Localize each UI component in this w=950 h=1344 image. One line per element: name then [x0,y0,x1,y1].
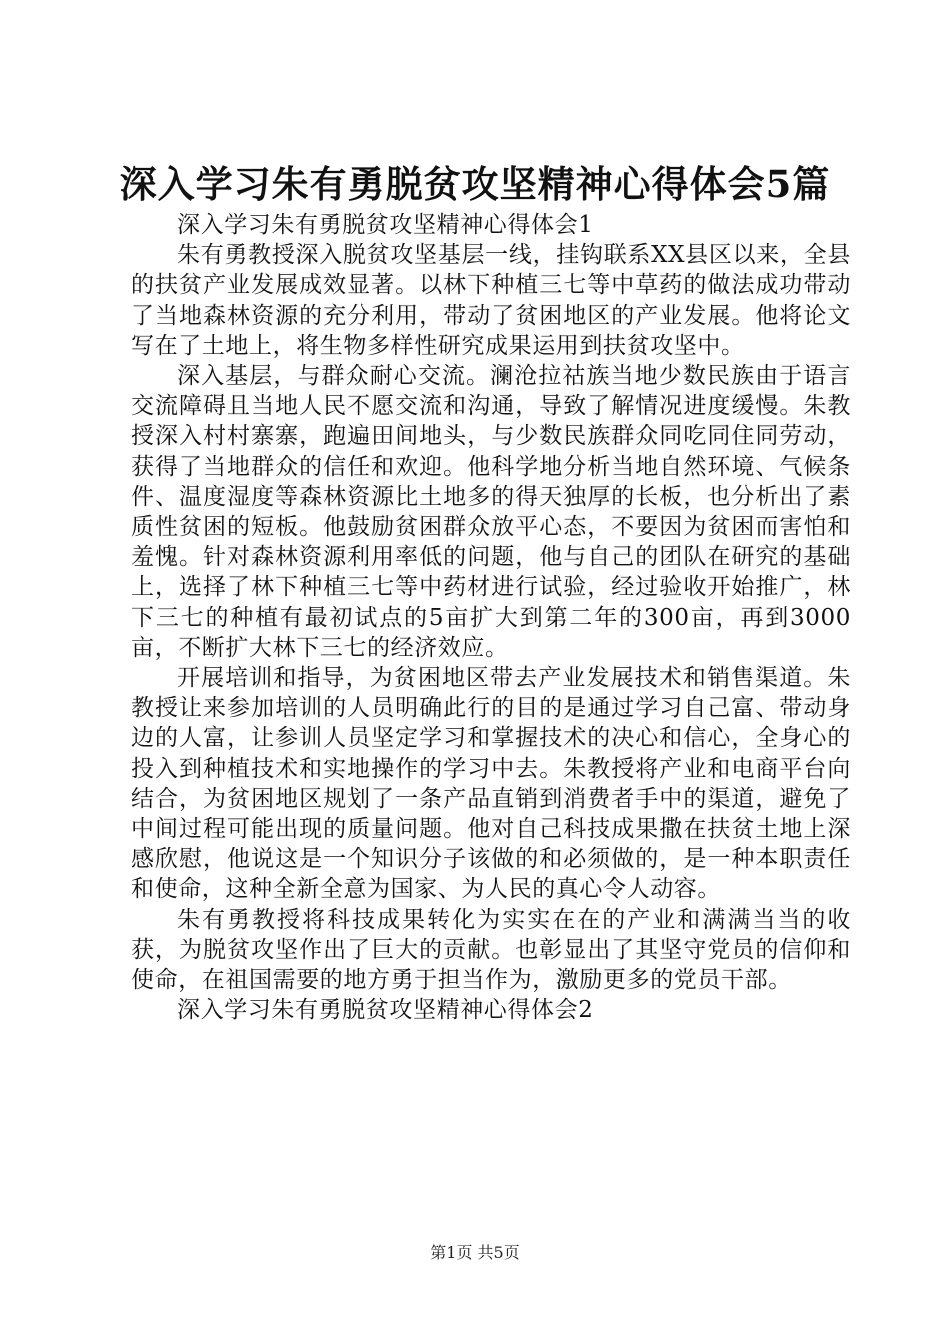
document-body [131,210,851,1025]
page-footer: 第1页 共5页 [430,1243,520,1262]
paragraph: 开展培训和指导，为贫困地区带去产业发展技术和销售渠道。朱教授让来参加培训的人员明确此行的目的是通过学习自己富、带动身边的人富，让参训人员坚定学习和掌握技术的决心和信心，全身心的投入到种植技术和实地操作的学习中去。朱教授将产业和电商平台向结合，为贫困地区规划了一条产品直销到消费者手中的渠道，避免了中间过程可能出现的质量问题。他对自己科技成果撒在扶贫土地上深感欣慰，他说这是一个知识分子该做的和必须做的，是一种本职责任和使命，这种全新全意为国家、为人民的真心令人动容。 [131,665,851,903]
section-heading-1: 深入学习朱有勇脱贫攻坚精神心得体会1 [177,212,594,238]
paragraph: 深入基层，与群众耐心交流。澜沧拉祜族当地少数民族由于语言交流障碍且当地人民不愿交流和沟通，导致了解情况进度缓慢。朱教授深入村村寨寨，跑遍田间地头，与少数民族群众同吃同住同劳动，获得了当地群众的信任和欢迎。他科学地分析当地自然环境、气候条件、温度湿度等森林资源比土地多的得天独厚的长板，也分析出了素质性贫困的短板。他鼓励贫困群众放平心态，不要因为贫困而害怕和羞愧。针对森林资源利用率低的问题，他与自己的团队在研究的基础上，选择了林下种植三七等中药材进行试验，经过验收开始推广，林下三七的种植有最初试点的5亩扩大到第二年的300亩，再到3000亩，不断扩大林下三七的经济效应。 [131,363,851,661]
paragraph: 朱有勇教授将科技成果转化为实实在在的产业和满满当当的收获，为脱贫攻坚作出了巨大的贡献。也彰显出了其坚守党员的信仰和使命，在祖国需要的地方勇于担当作为，激励更多的党员干部。 [131,906,851,994]
document-title: 深入学习朱有勇脱贫攻坚精神心得体会5篇 [119,162,831,206]
paragraph: 朱有勇教授深入脱贫攻坚基层一线，挂钩联系XX县区以来，全县的扶贫产业发展成效显著。以林下种植三七等中草药的做法成功带动了当地森林资源的充分利用，带动了贫困地区的产业发展。他将论文写在了土地上，将生物多样性研究成果运用到扶贫攻坚中。 [131,242,851,359]
section-heading-2: 深入学习朱有勇脱贫攻坚精神心得体会2 [177,997,594,1024]
